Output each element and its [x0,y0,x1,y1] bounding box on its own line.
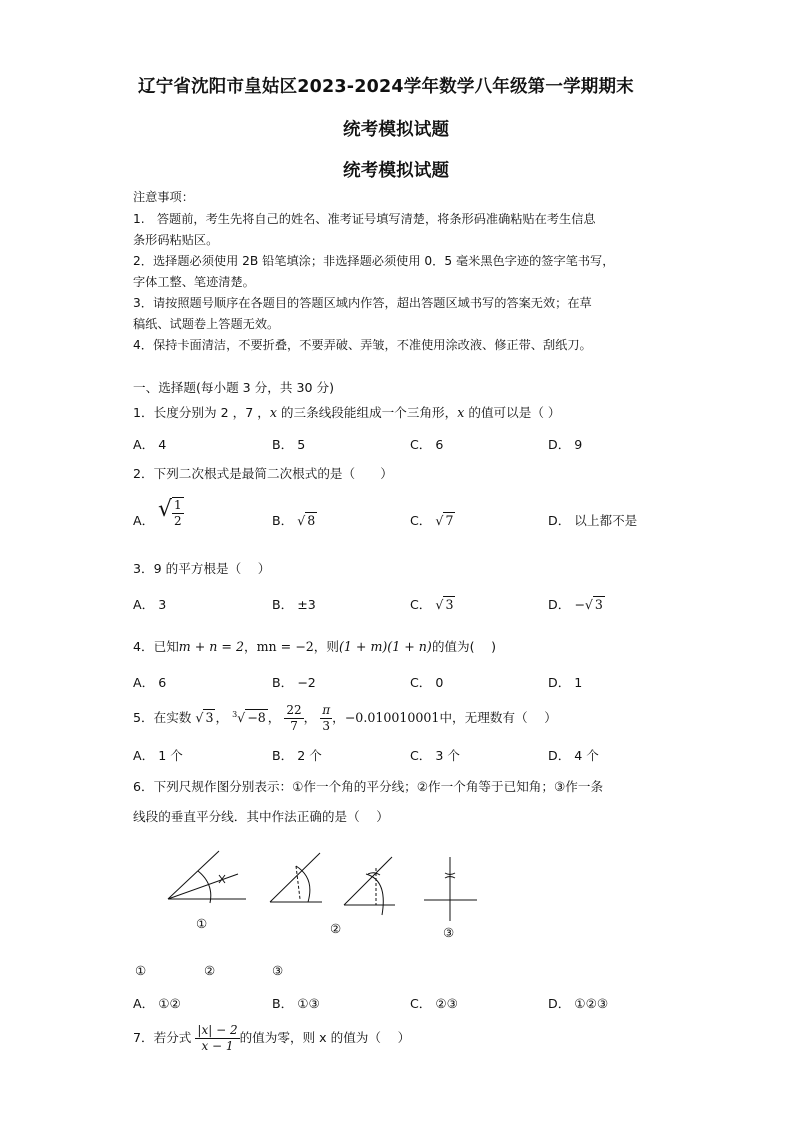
q3-c-label: C． [410,597,432,612]
q1-option-c[interactable]: C． 6 [410,437,444,452]
q1-option-d[interactable]: D． 9 [548,437,583,452]
figure-3-perpendicular-bisector [424,857,477,921]
q5-sqrt: √ 3 [195,710,214,726]
q5-sep: ， [303,710,317,726]
q2-a-den: 2 [174,514,182,528]
note-line: 3．请按照题号顺序在各题目的答题区域内作答，超出答题区域书写的答案无效；在草 [133,296,592,310]
q3-c-rad: 3 [445,597,454,612]
note-line: 条形码粘贴区。 [133,233,219,247]
q7-stem: 的值为零，则 x 的值为（ ） [239,1030,411,1045]
q5-frac-den: 7 [290,719,298,734]
q2-b-label: B． [272,513,294,528]
q3-option-b[interactable]: B． ±3 [272,597,316,612]
section-heading: 一、选择题(每小题 3 分，共 30 分) [133,380,335,395]
q2-c-sqrt: √ 7 [435,513,454,528]
q5-option-c[interactable]: C． 3 个 [410,748,460,763]
q5-stem: 中，无理数有（ ） [439,710,557,726]
note-line: 4．保持卡面清洁，不要折叠，不要弄破、弄皱，不准使用涂改液、修正带、刮纸刀。 [133,338,592,352]
q6-option-d[interactable]: D． ①②③ [548,996,609,1011]
q4-option-a[interactable]: A． 6 [133,675,167,690]
q5-decimal: ，−0.010010001 [332,710,440,726]
figure-2b-angle [344,857,395,915]
page-subtitle-repeat: 统考模拟试题 [343,161,450,181]
note-line: 2．选择题必须使用 2B 铅笔填涂；非选择题必须使用 0．5 毫米黑色字迹的签字笔书写， [133,254,615,268]
q1-var: x [269,405,277,420]
q2-a-num: 1 [174,498,182,512]
q2-option-b[interactable] [272,510,317,529]
question-6-line2: 线段的垂直平分线．其中作法正确的是（ ） [133,809,389,824]
q6-sub-label-2: ② [204,963,216,978]
q2-c-label: C． [410,513,432,528]
q4-stem: 的值为( ) [431,639,497,654]
page-title: 辽宁省沈阳市皇姑区2023-2024学年数学八年级第一学期期末 [138,77,634,97]
q2-c-rad: 7 [445,513,454,528]
question-4 [133,636,496,655]
notes-heading: 注意事项： [133,190,194,204]
q5-pi-den: 3 [322,719,331,734]
q5-cube-index: 3 [232,710,238,719]
q3-option-c[interactable] [410,594,455,613]
q2-option-c[interactable] [410,510,455,529]
q1-stem: 的值可以是（ ） [464,405,561,420]
q5-rad: −8 [247,710,266,726]
q4-option-b[interactable]: B． −2 [272,675,316,690]
q2-option-d[interactable]: D． 以上都不是 [548,513,638,528]
q4-expr: mn = −2 [256,639,314,654]
q6-option-a[interactable]: A． ①② [133,996,181,1011]
q6-sub-label-3: ③ [272,963,284,978]
figure-2-label: ② [330,921,342,936]
question-5 [133,700,557,734]
question-7 [133,1020,410,1056]
note-line: 稿纸、试题卷上答题无效。 [133,317,280,331]
figure-3-label: ③ [443,925,455,940]
q5-stem: 5．在实数 [133,710,192,726]
q7-fraction [195,1023,239,1054]
q3-d-rad: 3 [594,597,603,612]
q1-var: x [457,405,465,420]
q6-sub-label-1: ① [135,963,147,978]
q5-option-b[interactable]: B． 2 个 [272,748,322,763]
q5-cbrt: $^3$√ −8 [232,710,266,726]
q6-option-b[interactable]: B． ①③ [272,996,320,1011]
page-subtitle: 统考模拟试题 [343,120,450,140]
q1-option-a[interactable]: A． 4 [133,437,167,452]
figure-1-label: ① [196,916,208,931]
q7-frac-num: |x| − 2 [197,1023,238,1037]
note-line: 字体工整、笔迹清楚。 [133,275,255,289]
q5-option-d[interactable]: D． 4 个 [548,748,599,763]
q2-a-label: A． [133,513,155,528]
q4-stem: ，则 [313,639,339,654]
question-6-line1: 6．下列尺规作图分别表示：①作一个角的平分线；②作一个角等于已知角；③作一条 [133,779,604,794]
q1-option-b[interactable]: B． 5 [272,437,306,452]
question-2: 2．下列二次根式是最简二次根式的是（ ） [133,466,393,481]
q5-frac [284,703,303,734]
question-3: 3．9 的平方根是（ ） [133,561,271,576]
figure-1-angle-bisector [168,851,246,903]
q5-pi-num: π [322,703,331,718]
q3-d-label: D． [548,597,571,612]
q5-sep: ， [215,710,229,726]
q3-d-sqrt: √ 3 [584,597,603,612]
q5-sep: ， [267,710,281,726]
q5-option-a[interactable]: A． 1 个 [133,748,183,763]
q3-option-d[interactable] [548,594,605,613]
q3-c-sqrt: √ 3 [435,597,454,612]
q5-pi-frac [320,703,332,734]
q2-option-a[interactable] [133,497,182,528]
q4-option-d[interactable]: D． 1 [548,675,583,690]
q3-d-minus: − [574,597,585,612]
figure-2a-angle [270,853,322,902]
q1-stem: 的三条线段能组成一个三角形， [276,405,458,420]
q2-b-sqrt: √ 8 [297,513,316,528]
q5-frac-num: 22 [286,703,302,718]
q4-expr: m + n = 2 [178,639,244,654]
q5-rad: 3 [205,710,214,726]
q4-stem: 4．已知 [133,639,179,654]
note-line: 1. 答题前，考生先将自己的姓名、准考证号填写清楚，将条形码准确粘贴在考生信息 [133,212,596,226]
q4-expr: (1 + m)(1 + n) [338,639,432,654]
q7-stem: 7．若分式 [133,1030,192,1045]
q2-a-sqrt: √ $\frac{1}{2}$ [158,497,182,528]
q1-stem: 1．长度分别为 2 ，7 ， [133,405,270,420]
q4-sep: ， [243,639,257,654]
q4-option-c[interactable]: C． 0 [410,675,444,690]
q7-frac-den: x − 1 [201,1039,234,1053]
q2-b-rad: 8 [307,513,316,528]
q6-option-c[interactable]: C． ②③ [410,996,458,1011]
q3-option-a[interactable]: A． 3 [133,597,167,612]
question-1 [133,402,561,421]
